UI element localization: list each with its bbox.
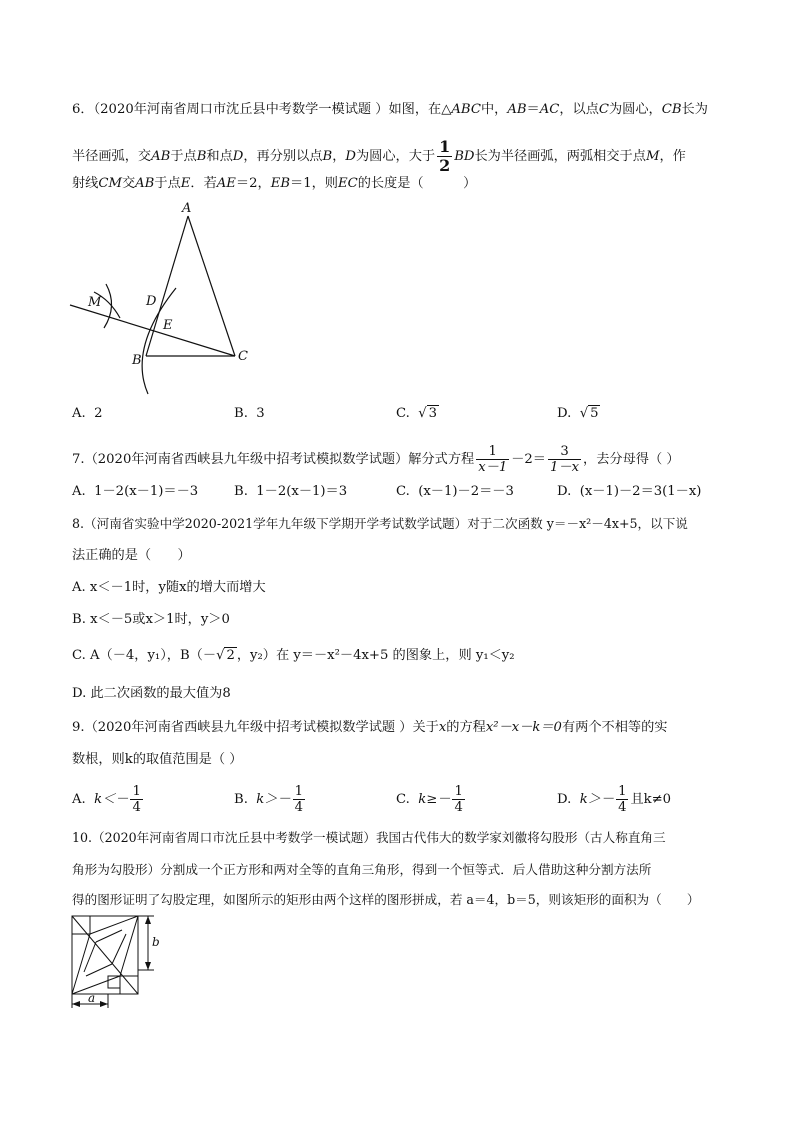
q8-line-1: 8.（河南省实验中学2020-2021学年九年级下学期开学考试数学试题）对于二次函数 y＝－x²－4x+5，以下说: [72, 516, 688, 531]
q6-line-1: 6．（2020年河南省周口市沈丘县中考数学一模试题 ）如图，在△ABC中，AB＝AC，以点C为圆心，CB长为: [72, 102, 708, 117]
q6-line-3: 射线CM交AB于点E．若AE＝2，EB＝1，则EC的长度是（ ）: [72, 176, 477, 191]
q10-line-2: 角形为勾股形）分割成一个正方形和两对全等的直角三角形，得到一个恒等式．后人借助这种分割方法所: [72, 862, 652, 877]
q8-option-a[interactable]: A. x＜－1时，y随x的增大而增大: [72, 580, 266, 595]
label-D: D: [146, 294, 157, 309]
q9-line-2: 数根，则k的取值范围是（ ）: [72, 752, 243, 767]
q9-option-a[interactable]: A. k＜－ $\frac{1}{4}$: [72, 784, 141, 815]
q10-line-3: 得的图形证明了勾股定理，如图所示的矩形由两个这样的图形拼成，若 a＝4，b＝5，则该矩形的面积为（ ）: [72, 892, 700, 907]
q7-fraction-2: $\frac{3}{1-x}$: [550, 444, 580, 475]
q7-fraction-1: $\frac{1}{x-1}$: [478, 444, 508, 475]
sqrt-2: √ 2: [216, 648, 235, 663]
sqrt-3: √ 3: [418, 406, 437, 421]
q7-option-a[interactable]: A. 1－2(x－1)＝－3: [72, 484, 199, 499]
q9-option-c[interactable]: C. k≥－ $\frac{1}{4}$: [396, 784, 463, 815]
side-AC: [188, 216, 235, 356]
q9-line-1: 9.（2020年河南省西峡县九年级中招考试模拟数学试题 ）关于x的方程x²－x－k＝0有两个不相等的实: [72, 720, 668, 735]
rectangle-figure: [66, 912, 166, 1012]
arc-M-1: [104, 284, 112, 328]
label-b: b: [152, 935, 160, 949]
q10-line-1: 10.（2020年河南省周口市沈丘县中考数学一模试题）我国古代伟大的数学家刘徽将勾股形（古人称直角三: [72, 830, 666, 845]
q7-stem: 7.（2020年河南省西峡县九年级中招考试模拟数学试题）解分式方程 $\frac{1}{x-1}$ －2＝ $\frac{3}{1-x}$ ，去分母得（ ）: [72, 444, 680, 475]
triangle-figure: [60, 198, 270, 398]
diagonal: [72, 916, 138, 994]
label-M: M: [88, 295, 102, 310]
label-a: a: [88, 991, 96, 1005]
label-C: C: [238, 349, 248, 364]
label-B: B: [132, 353, 142, 368]
label-E: E: [163, 318, 173, 333]
q9-option-b[interactable]: B. k＞－ $\frac{1}{4}$: [234, 784, 304, 815]
label-A: A: [182, 201, 192, 216]
q6-option-b[interactable]: B. 3: [234, 406, 265, 421]
q6-option-a[interactable]: A. 2: [72, 406, 103, 421]
q8-line-2: 法正确的是（ ）: [72, 548, 191, 563]
sqrt-5: √ 5: [579, 406, 599, 421]
q8-option-d[interactable]: D. 此二次函数的最大值为8: [72, 686, 231, 701]
q7-option-c[interactable]: C. (x－1)－2＝－3: [396, 484, 514, 499]
q6-option-c[interactable]: C. √ 3: [396, 404, 439, 424]
q6-option-d[interactable]: D. √ 5: [557, 404, 600, 424]
q7-option-b[interactable]: B. 1－2(x－1)＝3: [234, 484, 348, 499]
q6-line-2: 半径画弧，交AB于点B和点D，再分别以点B，D为圆心，大于 $\frac{1}{2}$ BD长为半径画弧，两弧相交于点M，作: [72, 137, 686, 175]
q8-option-c[interactable]: C. A（－4，y₁），B（－√ 2 ，y₂）在 y＝－x²－4x+5 的图象上，则 y₁＜y₂: [72, 646, 515, 666]
q7-option-d[interactable]: D. (x－1)－2＝3(1－x): [557, 484, 702, 499]
q8-option-b[interactable]: B. x＜－5或x＞1时，y＞0: [72, 612, 230, 627]
ray-CM: [70, 305, 235, 356]
q9-option-d[interactable]: D. k＞－ $\frac{1}{4}$ 且k≠0: [557, 784, 672, 815]
half-fraction: $\frac{1}{2}$: [439, 137, 451, 175]
